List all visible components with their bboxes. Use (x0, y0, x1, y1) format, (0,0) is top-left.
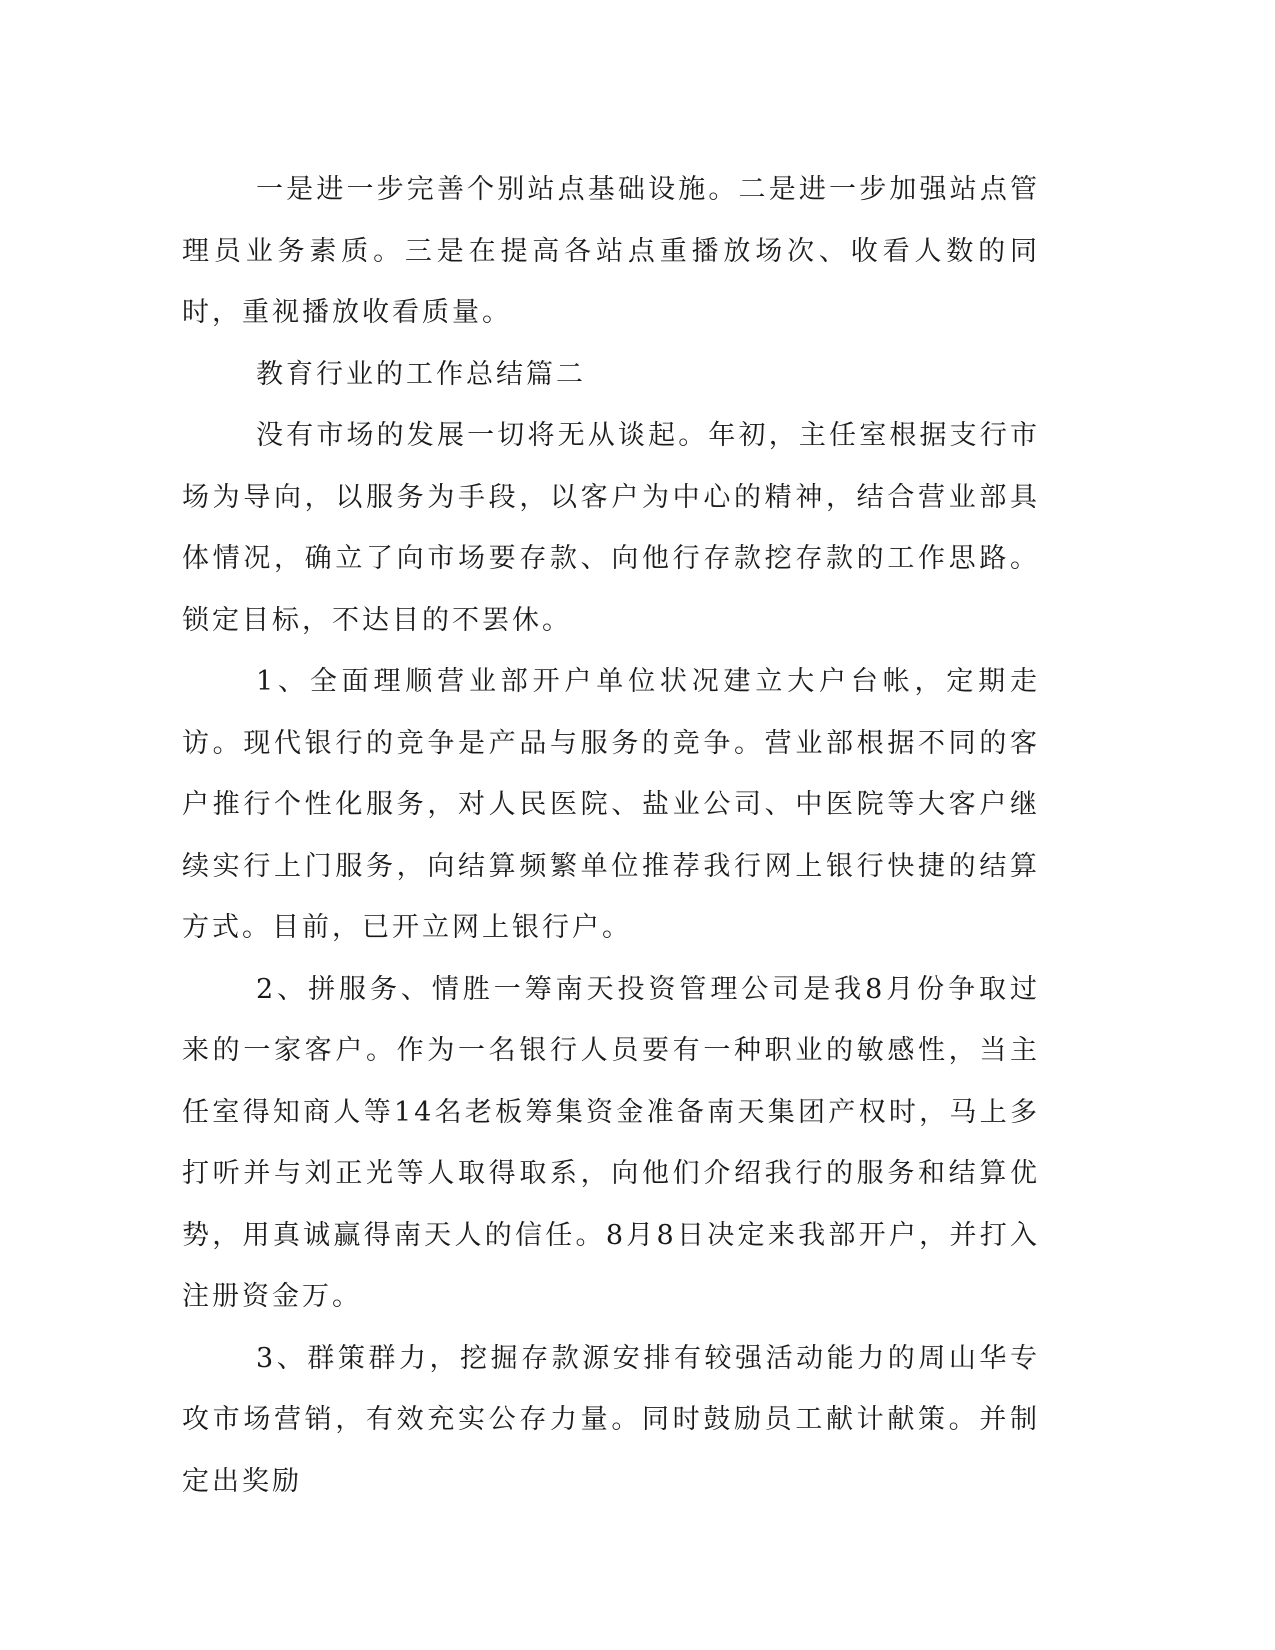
paragraph-item-1: 1、全面理顺营业部开户单位状况建立大户台帐，定期走访。现代银行的竞争是产品与服务的竞争。营业部根据不同的客户推行个性化服务，对人民医院、盐业公司、中医院等大客户继续实行上门服务，向结算频繁单位推荐我行网上银行快捷的结算方式。目前，已开立网上银行户。 (182, 666, 1040, 943)
section-heading: 教育行业的工作总结篇二 (256, 358, 586, 390)
document-body (182, 159, 1040, 1512)
paragraph-item-2: 2、拼服务、情胜一筹南天投资管理公司是我8月份争取过来的一家客户。作为一名银行人员要有一种职业的敏感性，当主任室得知商人等14名老板筹集资金准备南天集团产权时，马上多打听并与刘正光等人取得取系，向他们介绍我行的服务和结算优势，用真诚赢得南天人的信任。8月8日决定来我部开户，并打入注册资金万。 (182, 973, 1040, 1312)
paragraph-infrastructure: 一是进一步完善个别站点基础设施。二是进一步加强站点管理员业务素质。三是在提高各站点重播放场次、收看人数的同时，重视播放收看质量。 (182, 174, 1040, 328)
paragraph-market: 没有市场的发展一切将无从谈起。年初，主任室根据支行市场为导向，以服务为手段，以客户为中心的精神，结合营业部具体情况，确立了向市场要存款、向他行存款挖存款的工作思路。锁定目标，不达目的不罢休。 (182, 420, 1040, 636)
paragraph-item-3: 3、群策群力，挖掘存款源安排有较强活动能力的周山华专攻市场营销，有效充实公存力量。同时鼓励员工献计献策。并制定出奖励 (182, 1342, 1040, 1497)
